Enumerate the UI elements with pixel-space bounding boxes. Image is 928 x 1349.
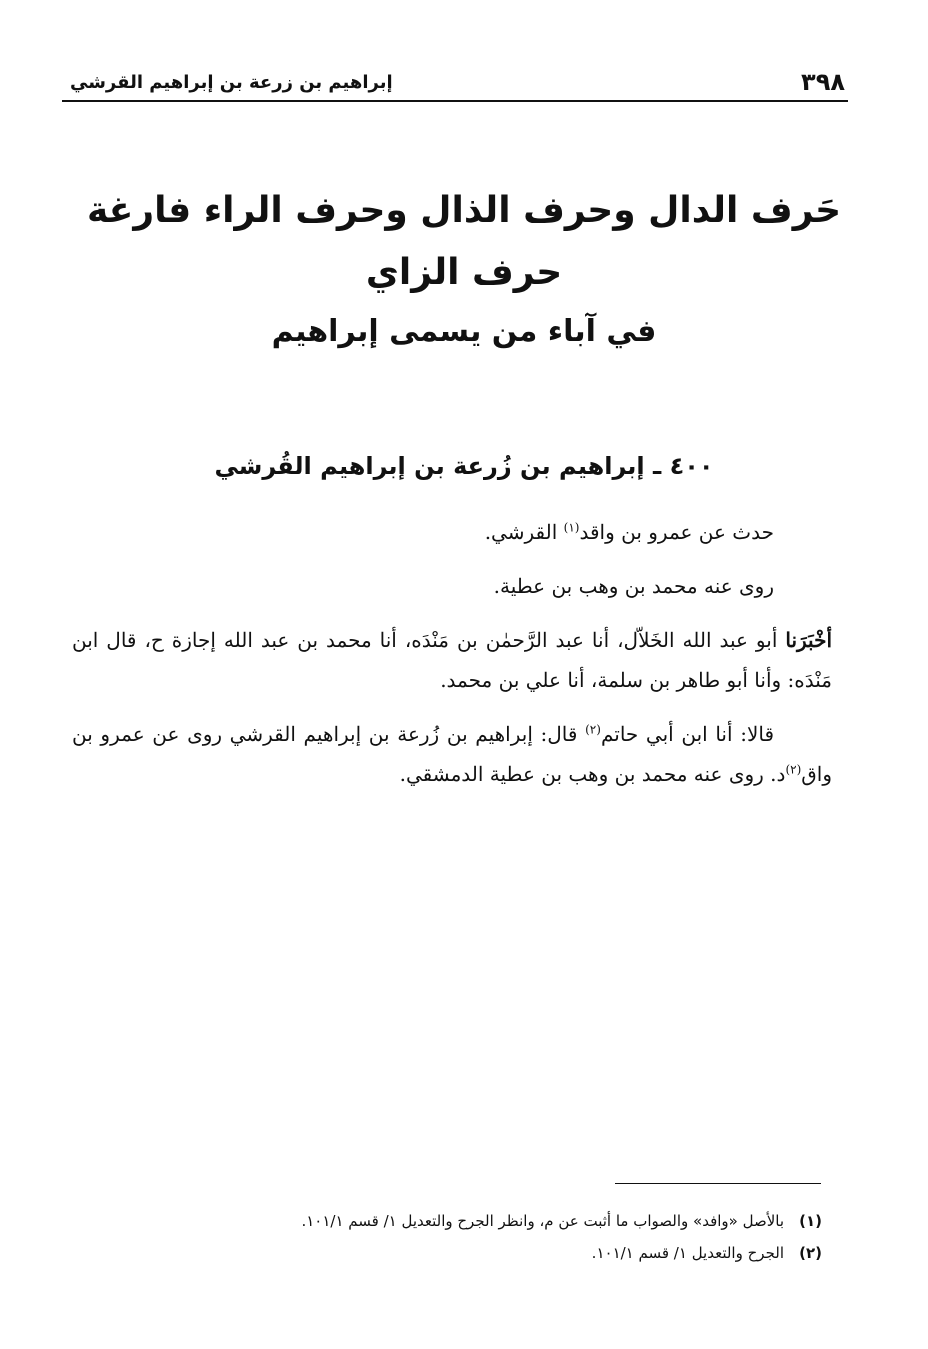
entry-paragraph-4-text-b: قال: إبراهيم بن زُرعة بن إبراهيم القرشي روى عن عمرو بن واق [72, 722, 832, 786]
running-title: إبراهيم بن زرعة بن إبراهيم القرشي [70, 71, 393, 93]
entry-paragraph-4-text-a: قالا: أنا ابن أبي حاتم [600, 722, 774, 746]
footnote-ref-1: (١) [563, 520, 580, 535]
footnote-1-number: (١) [799, 1212, 822, 1230]
entry-paragraph-4 [72, 714, 832, 794]
footnote-1 [150, 1205, 822, 1237]
footnote-rule [615, 1183, 821, 1184]
footnotes [150, 1205, 822, 1269]
running-header [70, 62, 845, 102]
entry-paragraph-3-text: أبو عبد الله الخَلاّل، أنا عبد الرَّحمٰن بن مَنْدَه، أنا محمد بن عبد الله إجازة ح، قال ابن مَنْدَه: وأنا أبو طاهر بن سلمة، أنا علي بن محمد. [72, 628, 832, 692]
footnote-1-text: بالأصل «وافد» والصواب ما أثبت عن م، وانظر الجرح والتعديل ١/ قسم ١٠١/١. [301, 1212, 784, 1230]
header-rule [62, 100, 848, 102]
chapter-heading-line-3: في آباء من يسمى إبراهيم [271, 314, 657, 349]
entry-paragraph-3 [72, 620, 832, 700]
chapter-heading [60, 180, 868, 360]
entry-body [72, 512, 832, 808]
entry-paragraph-1-text-b: القرشي. [484, 520, 564, 544]
footnote-2-text: الجرح والتعديل ١/ قسم ١٠١/١. [591, 1244, 784, 1262]
footnote-ref-2-repeat: (٢) [785, 762, 802, 777]
chapter-heading-line-1: حَرف الدال وحرف الذال وحرف الراء فارغة [86, 190, 842, 231]
entry-paragraph-1-text-a: حدث عن عمرو بن واقد [579, 520, 774, 544]
entry-paragraph-1 [72, 512, 832, 552]
footnote-2-number: (٢) [799, 1244, 822, 1262]
entry-paragraph-4-text-c: د. روى عنه محمد بن وهب بن عطية الدمشقي. [399, 762, 786, 786]
chapter-heading-line-2: حرف الزاي [365, 252, 563, 293]
entry-paragraph-2: روى عنه محمد بن وهب بن عطية. [493, 574, 774, 598]
isnad-keyword: أخْبَرَنا [785, 628, 832, 652]
entry-heading: ٤٠٠ ـ إبراهيم بن زُرعة بن إبراهيم القُرشي [214, 452, 714, 480]
footnote-2 [150, 1237, 822, 1269]
page-number: ٣٩٨ [801, 68, 845, 96]
footnote-ref-2: (٢) [585, 722, 601, 737]
